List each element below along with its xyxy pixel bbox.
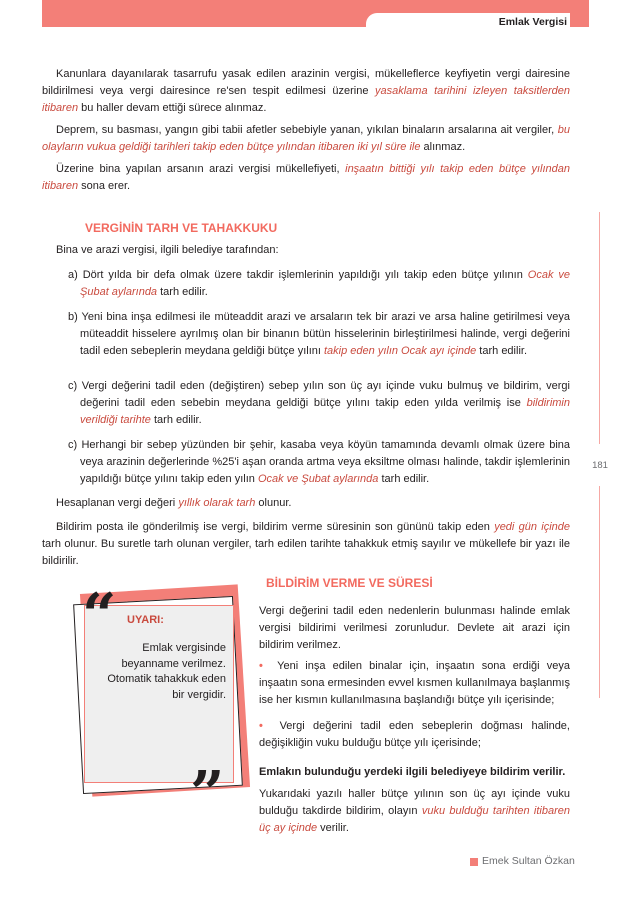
text-run: c) Vergi değerini tadil eden (değiştiren) sebep yılın son üç ayı içinde vuku bulmuş ve bildirim, vergi değerini tadil eden sebebin meydana geldiği bütçe yılını takip eden yılda verilmiş ise xyxy=(68,380,570,409)
paragraph-land-tax-end xyxy=(42,161,570,195)
text-run: tarh olunur. Bu suretle tarh olunan vergiler, tarh edilen tarihte tahakkuk etmiş sayılır ve mükellefe bir yazı ile bildirilir. xyxy=(42,538,570,567)
paragraph-declaration-required: Vergi değerini tadil eden nedenlerin bulunması halinde emlak vergisi bildirimi verilmesi zorunludur. Devlete ait arazi için bildirim verilmez. xyxy=(259,605,570,651)
bullet-item xyxy=(259,718,570,752)
highlight-text: yıllık olarak tarh xyxy=(178,497,256,509)
text-run: tarh edilir. xyxy=(150,414,202,426)
list-item xyxy=(68,267,570,301)
text-run: Üzerine bina yapılan arsanın arazi vergisi mükellefiyeti, xyxy=(56,163,346,175)
highlight-text: Ocak ve Şubat aylarında xyxy=(80,269,570,298)
highlight-text: takip eden yılın Ocak ayı içinde xyxy=(324,345,477,357)
warning-title: UYARI: xyxy=(127,614,164,626)
close-quote-icon: ” xyxy=(190,759,225,829)
text-run: verilir. xyxy=(317,822,349,834)
highlight-text: yedi gün içinde xyxy=(494,521,570,533)
text-run: b) Yeni bina inşa edilmesi ile müteaddit arazi ve arsaların tek bir arazi ve arsa haline getirilmesi veya müteaddit hisselere ayrılmış olan bir binanın bütün hisselerinin birleştirilmesi halinde, vergi değerini tadil eden sebeplerin meydana geldiği bütçe yılını xyxy=(68,311,570,357)
bullet-icon: • xyxy=(259,660,263,672)
margin-line-bottom xyxy=(599,486,600,698)
highlight-text: bildirimin verildiği tarihte xyxy=(80,397,570,426)
text-run: tarh edilir. xyxy=(157,286,208,298)
paragraph-declaration-place: Emlakın bulunduğu yerdeki ilgili belediyeye bildirim verilir. xyxy=(259,766,566,778)
bullet-icon: • xyxy=(259,720,263,732)
text-run: alınmaz. xyxy=(420,141,466,153)
footer-author: Emek Sultan Özkan xyxy=(482,855,575,867)
paragraph-declaration-deadline xyxy=(259,786,570,837)
text-run: tarh edilir. xyxy=(476,345,527,357)
text-run: tarh edilir. xyxy=(378,473,430,485)
highlight-text: yasaklama tarihini izleyen taksitlerden itibaren xyxy=(42,85,570,114)
margin-line-top xyxy=(599,212,600,444)
text-run: sona erer. xyxy=(78,180,131,192)
section-heading-declaration: BİLDİRİM VERME VE SÜRESİ xyxy=(266,576,433,590)
page-header-title: Emlak Vergisi xyxy=(498,16,567,28)
highlight-text: vuku bulduğu tarihten itibaren üç ay içinde xyxy=(259,805,570,834)
paragraph-postal-declaration xyxy=(42,519,570,570)
highlight-text: bu olayların vukua geldiği tarihleri takip eden bütçe yılından itibaren iki yıl süre ile xyxy=(42,124,570,153)
page-number: 181 xyxy=(592,460,608,471)
paragraph-annual-assessment xyxy=(42,495,570,512)
warning-body: Emlak vergisinde beyanname verilmez. Otomatik tahakkuk eden bir vergidir. xyxy=(107,642,226,701)
section-heading-assessment: VERGİNİN TARH VE TAHAKKUKU xyxy=(85,221,278,235)
list-item xyxy=(68,378,570,429)
highlight-text: Ocak ve Şubat aylarında xyxy=(257,473,379,485)
text-run: Deprem, su basması, yangın gibi tabii afetler sebebiyle yanan, yıkılan binaların arsalarına ait vergiler, xyxy=(56,124,558,136)
paragraph-natural-disasters xyxy=(42,122,570,156)
text-run: Yukarıdaki yazılı haller bütçe yılının son üç ayı içinde vuku bulduğu takdirde bildirim, olayın xyxy=(259,788,570,817)
list-item xyxy=(68,309,570,360)
open-quote-icon: “ xyxy=(82,581,117,651)
text-run: Vergi değerini tadil eden sebeplerin doğması halinde, değişikliğin vuku bulduğu bütçe yılı içerisinde; xyxy=(259,720,570,749)
bullet-item xyxy=(259,658,570,709)
text-run: a) Dört yılda bir defa olmak üzere takdir işlemlerinin yapıldığı yılı takip eden bütçe yılının xyxy=(68,269,528,281)
text-run: Bildirim posta ile gönderilmiş ise vergi, bildirim verme süresinin son gününü takip eden xyxy=(56,521,495,533)
text-run: Kanunlara dayanılarak tasarrufu yasak edilen arazinin vergisi, mükelleflerce keyfiyetin vergi dairesine bildirilmesi veya vergi dairesince re'sen tespit edilmesi üzerine xyxy=(42,68,570,97)
footer-square-icon xyxy=(470,858,478,866)
text-run: c) Herhangi bir sebep yüzünden bir şehir, kasaba veya köyün tamamında devamlı olmak üzere bina veya arazinin değerlerinde %25'i aşan oranda artma veya eksiltme olması halinde, takdir işlemlerinin yapıldığı bütçe yılını takip eden yılın xyxy=(68,439,570,485)
text-run: Yeni inşa edilen binalar için, inşaatın sona erdiği veya inşaatın sona ermesinden evvel kısmen kullanılmaya başlanmış ise her kısmın kullanılmasına başlandığı bütçe yılı içerisinde; xyxy=(259,660,570,706)
paragraph-prohibited-land xyxy=(42,66,570,117)
list-item xyxy=(68,437,570,488)
text-run: Hesaplanan vergi değeri xyxy=(56,497,179,509)
section-intro: Bina ve arazi vergisi, ilgili belediye tarafından: xyxy=(56,244,279,256)
text-run: bu haller devam ettiği sürece alınmaz. xyxy=(78,102,267,114)
highlight-text: inşaatın bittiği yılı takip eden bütçe yılından itibaren xyxy=(42,163,570,192)
text-run: olunur. xyxy=(255,497,292,509)
